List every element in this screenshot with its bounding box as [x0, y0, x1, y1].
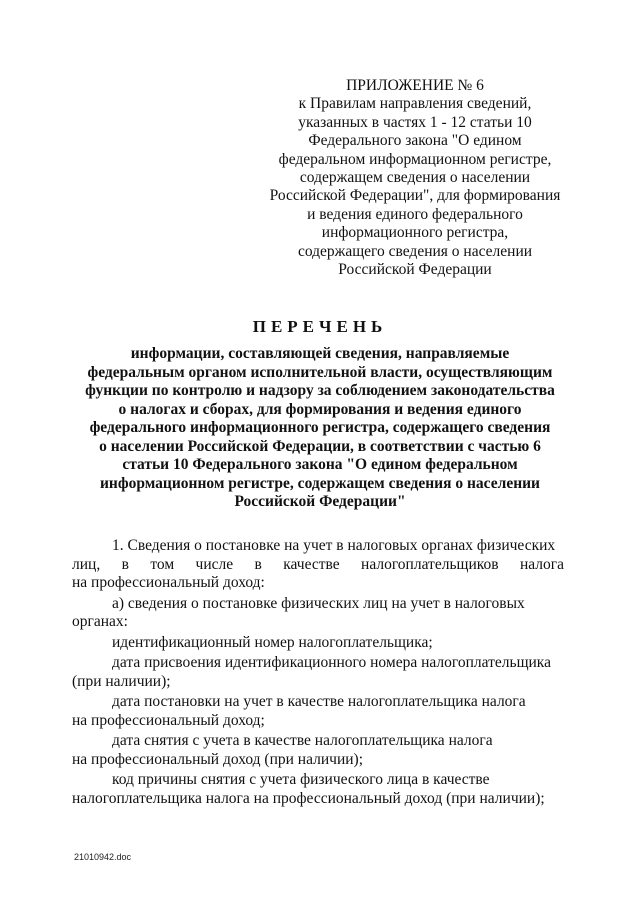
subtitle-line: федеральным органом исполнительной власти, осуществляющим [87, 363, 553, 381]
word: том [150, 555, 175, 573]
appendix-line: Российской Федерации [338, 261, 492, 279]
subtitle-line: федерального информационного регистра, содержащего сведения [89, 419, 551, 436]
appendix-line: ПРИЛОЖЕНИЕ № 6 [346, 77, 484, 94]
word: налога [519, 555, 564, 573]
paragraph-inn [72, 634, 564, 653]
paragraph-line: а) сведения о постановке физических лиц на учет в налоговых [112, 594, 525, 612]
word: в [254, 555, 262, 573]
subtitle-line: статьи 10 Федерального закона "О едином федеральном [122, 456, 518, 473]
subtitle-line: о населении Российской Федерации, в соответствии с частью 6 [99, 437, 541, 455]
paragraph-line: дата постановки на учет в качестве налогоплательщика налога [112, 693, 526, 710]
word: качестве [283, 555, 340, 573]
subtitle-line: информационном регистре, содержащем сведения о населении [100, 474, 540, 492]
word: числе [195, 555, 234, 573]
paragraph-line: дата присвоения идентификационного номера налогоплательщика [112, 654, 551, 671]
appendix-line: Федерального закона "О едином [308, 132, 522, 150]
appendix-line: содержащего сведения о населении [297, 242, 533, 260]
paragraph-line: дата снятия с учета в качестве налогоплательщика налога [112, 732, 493, 749]
paragraph-line: на профессиональный доход; [72, 711, 265, 729]
paragraph-registration-date [72, 693, 564, 730]
appendix-header [260, 77, 570, 279]
paragraph-line: на профессиональный доход (при наличии); [72, 750, 363, 768]
appendix-line: федеральном информационном регистре, [278, 150, 552, 168]
paragraph-item-1 [72, 537, 564, 593]
paragraph-inn-date [72, 654, 564, 691]
paragraph-item-a [72, 595, 564, 632]
paragraph-deregistration-reason [72, 771, 564, 808]
appendix-line: Российской Федерации", для формирования [269, 187, 561, 205]
footer-filename: 21010942.doc [74, 852, 132, 862]
paragraph-line: (при наличии); [72, 672, 171, 690]
paragraph-line: на профессиональный доход: [72, 574, 265, 591]
subtitle-line: функции по контролю и надзору за соблюдением законодательства [85, 382, 555, 399]
word: лиц, [72, 555, 101, 573]
appendix-line: указанных в частях 1 - 12 статьи 10 [298, 113, 532, 131]
paragraph-deregistration-date [72, 732, 564, 769]
appendix-line: содержащем сведения о населении [299, 169, 531, 187]
paragraph-line: органах: [72, 613, 128, 630]
document-body [72, 537, 564, 810]
word: налогоплательщиков [361, 555, 499, 573]
paragraph-line: код причины снятия с учета физического лица в качестве [112, 771, 490, 788]
appendix-line: и ведения единого федерального [307, 205, 523, 223]
paragraph-line: 1. Сведения о постановке на учет в налоговых органах физических [112, 537, 556, 554]
paragraph-line: идентификационный номер налогоплательщика; [112, 633, 433, 651]
appendix-line: информационного регистра, [321, 224, 509, 242]
paragraph-line: налогоплательщика налога на профессиональный доход (при наличии); [72, 789, 545, 807]
subtitle-line: о налогах и сборах, для формирования и ведения единого [118, 400, 522, 418]
subtitle-line: информации, составляющей сведения, направляемые [130, 345, 510, 362]
appendix-line: к Правилам направления сведений, [298, 95, 532, 113]
document-subtitle [60, 345, 580, 512]
word: в [121, 555, 129, 573]
subtitle-line: Российской Федерации" [234, 493, 406, 510]
paragraph-line-justified [72, 556, 564, 575]
document-title: ПЕРЕЧЕНЬ [252, 317, 388, 336]
